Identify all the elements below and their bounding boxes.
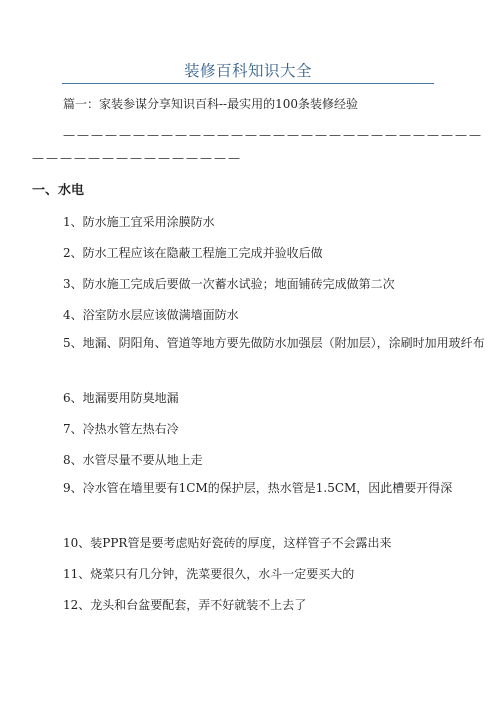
title-underline	[62, 83, 434, 84]
list-item: 5、地漏、阴阳角、管道等地方要先做防水加强层（附加层），涂刷时加用玻纤布	[63, 336, 485, 350]
intro-line: 篇一：家装参谋分享知识百科--最实用的100条装修经验	[63, 97, 359, 111]
list-item: 2、防水工程应该在隐蔽工程施工完成并验收后做	[63, 246, 323, 260]
list-item: 12、龙头和台盆要配套，弄不好就装不上去了	[63, 598, 307, 612]
dash-separator-2: ———————————————	[32, 151, 242, 165]
list-item: 11、烧菜只有几分钟，洗菜要很久，水斗一定要买大的	[63, 567, 355, 581]
list-item: 3、防水施工完成后要做一次蓄水试验；地面铺砖完成做第二次	[63, 277, 395, 291]
dash-separator-1: ——————————————————————————————	[63, 128, 483, 142]
list-item: 4、浴室防水层应该做满墙面防水	[63, 308, 239, 322]
list-item: 6、地漏要用防臭地漏	[63, 391, 179, 405]
section-heading: 一、水电	[32, 183, 85, 198]
list-item: 9、冷水管在墙里要有1CM的保护层，热水管是1.5CM，因此槽要开得深	[63, 481, 453, 495]
document-title: 装修百科知识大全	[183, 62, 312, 80]
list-item: 10、装PPR管是要考虑贴好瓷砖的厚度，这样管子不会露出来	[63, 536, 392, 550]
list-item: 8、水管尽量不要从地上走	[63, 453, 203, 467]
list-item: 1、防水施工宜采用涂膜防水	[63, 215, 215, 229]
list-item: 7、冷热水管左热右冷	[63, 422, 179, 436]
